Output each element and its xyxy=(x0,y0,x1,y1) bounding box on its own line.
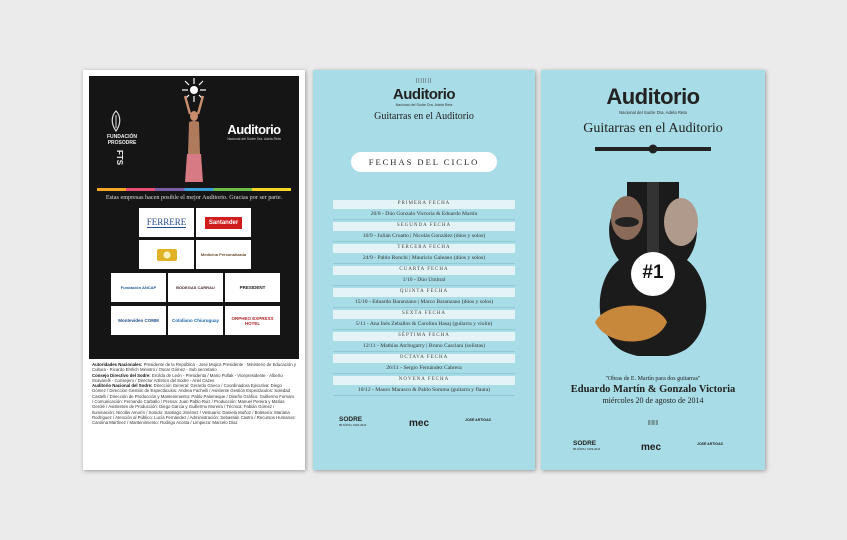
artigas-logo: JOSÉ ARTIGAS xyxy=(465,418,491,422)
guitar-strings-icon: ||||||| xyxy=(415,78,433,84)
mec-logo: mec xyxy=(409,418,430,429)
panel3-header: Auditorio Nacional del Sodre Dra. Adela Reta Guitarras en el Auditorio xyxy=(541,84,765,137)
dates-list xyxy=(333,198,515,396)
date-item: 20/8 - Dúo Gonzalo Victoria & Eduardo Martín xyxy=(333,209,515,221)
program-quote: "Obras de E. Martín para dos guitarras" xyxy=(605,376,701,382)
date-header: SEXTA FECHA xyxy=(333,310,515,319)
color-rule xyxy=(97,188,291,191)
sponsors-panel xyxy=(83,70,305,470)
date-item: 26/11 - Sergio Fernández Cabrera xyxy=(333,363,515,375)
sponsor-medicina: Medicina Personalizada xyxy=(196,240,251,269)
concert-info xyxy=(541,376,765,405)
concert-title: Guitarras en el Auditorio xyxy=(583,121,723,136)
concert-panel xyxy=(541,70,765,470)
sponsor-ancap: Fundación ANCAP xyxy=(111,273,166,302)
panel2-header: ||||||| Auditorio Nacional del Sodre Dra. Adela Reta Guitarras en el Auditorio xyxy=(313,78,535,122)
prosodre-emblem-icon xyxy=(109,110,123,132)
footer-logos xyxy=(323,414,523,436)
concert-date: miércoles 20 de agosto de 2014 xyxy=(602,396,704,405)
date-item: 12/11 - Mathías Atchugarry | Bruno Casciani (solistas) xyxy=(333,341,515,353)
sponsor-montevideo-comm: Montevideo COMM xyxy=(111,306,166,335)
date-header: PRIMERA FECHA xyxy=(333,200,515,209)
date-item: 5/11 - Ana Inés Zeballos & Carolina Hasaj (guitarra y violín) xyxy=(333,319,515,331)
sponsor-president: PRESIDENT xyxy=(225,273,280,302)
date-header: TERCERA FECHA xyxy=(333,244,515,253)
auditorio-logo: Auditorio xyxy=(392,86,456,103)
concert-number: #1 xyxy=(642,262,664,283)
sponsor-santander: Santander xyxy=(196,208,251,237)
date-header: SEGUNDA FECHA xyxy=(333,222,515,231)
sponsor-orpheo: ORPHEO EXPRESS HOTEL xyxy=(225,306,280,335)
guitar-neck-icon xyxy=(595,144,711,154)
date-header: SÉPTIMA FECHA xyxy=(333,332,515,341)
date-item: 10/9 - Julián Croatto | Nicolás González (dúos y solos) xyxy=(333,231,515,243)
thanks-text: Estas empresas hacen posible el mejor Auditorio. Gracias por ser parte. xyxy=(105,194,283,201)
date-item: 24/9 - Pablo Ronchi | Mauricio Galeano (dúos y solos) xyxy=(333,253,515,265)
sponsor-gold xyxy=(139,240,194,269)
fundacion-prosodre-logo: FUNDACIÓN PROSODRE xyxy=(107,134,137,146)
date-header: OCTAVA FECHA xyxy=(333,354,515,363)
footer-logos xyxy=(551,438,755,460)
performers: Eduardo Martín & Gonzalo Victoria xyxy=(570,384,736,395)
sponsor-cotidiano: Cotidiano Chiuruguay xyxy=(168,306,223,335)
date-item: 10/12 - Mauro Marasco & Pablo Somma (guitarra y flauta) xyxy=(333,385,515,397)
date-header: NOVENA FECHA xyxy=(333,376,515,385)
auditorio-logo: Auditorio xyxy=(606,84,700,109)
guitar-strings-icon: |||||||| xyxy=(647,420,659,426)
credits-block: Autoridades Nacionales: Presidente de la República - José Mujica Presidente · Ministerio de Educación y Cultura - Ricardo Ehrlich Ministro / Oscar Gómez - Sub secretario Consejo Directivo del Sodre: Ercilda de León - Presidenta / Mario Pollak - Vicepresidente · Alberto Scavarelli - Consejero / Director Artístico del Sodre - Ariel Cazes Auditorio Nacional del Sodre: Dirección General: Gerardo Grieco / Coordinadora Ejecutiva: Diego Gómez / Dirección Gestión de Espectáculos: Andrea Fachelli / Asistente Gestión Espectáculos: Soledad Castelli / Dirección de Producción y Mantenimiento: Pablo Palomeque / Diseño Gráfico: Guillermo Fornaro / Comunicación: Fernando Carballo / Prensa: Juan Pablo Ruiz / Producción: Manuel Pereira y Matías Gerolé / Asistentes de Producción: Diego Garcia y Guillermo Moreira / Técnica: Fabián Gómez / Iluminación: Nicolás Amorín / Sonido: Santiago Jiménez / Vestuario: Daniela Muñoz / Boletería: Mariana Rodríguez / Atención al Público: Lucía Fernández / Administración: Sebastián Castro / Recursos Humanos: Carolina Martínez / Mantenimiento: Rodrigo Acosta / Limpieza: Marcelo Díaz xyxy=(89,360,299,464)
cycle-title: Guitarras en el Auditorio xyxy=(374,111,474,122)
date-header: CUARTA FECHA xyxy=(333,266,515,275)
gold-seal-icon xyxy=(156,248,178,262)
sodre-logo: SODRE 85 AÑOS | 1929-2014 xyxy=(573,440,601,451)
mec-logo: mec xyxy=(641,442,662,453)
date-item: 15/10 - Eduardo Baranzano | Marco Baranzano (dúos y solos) xyxy=(333,297,515,309)
section-pill: FECHAS DEL CICLO xyxy=(351,152,497,172)
auditorio-logo: Auditorio Nacional del Sodre Dra. Adela Reta xyxy=(227,122,281,141)
sponsors-dark-block xyxy=(89,76,299,359)
fts-logo: FTS xyxy=(115,150,124,166)
date-item: 1/10 - Dúo Umbral xyxy=(333,275,515,287)
date-header: QUINTA FECHA xyxy=(333,288,515,297)
dates-panel xyxy=(313,70,535,470)
sponsor-carrau: BODEGAS CARRAU xyxy=(168,273,223,302)
sodre-logo: SODRE 85 AÑOS | 1929-2014 xyxy=(339,416,367,427)
sponsor-ferrere: FERRERE xyxy=(139,208,194,237)
dancer-photo xyxy=(179,94,209,184)
artigas-logo: JOSÉ ARTIGAS xyxy=(697,442,723,446)
